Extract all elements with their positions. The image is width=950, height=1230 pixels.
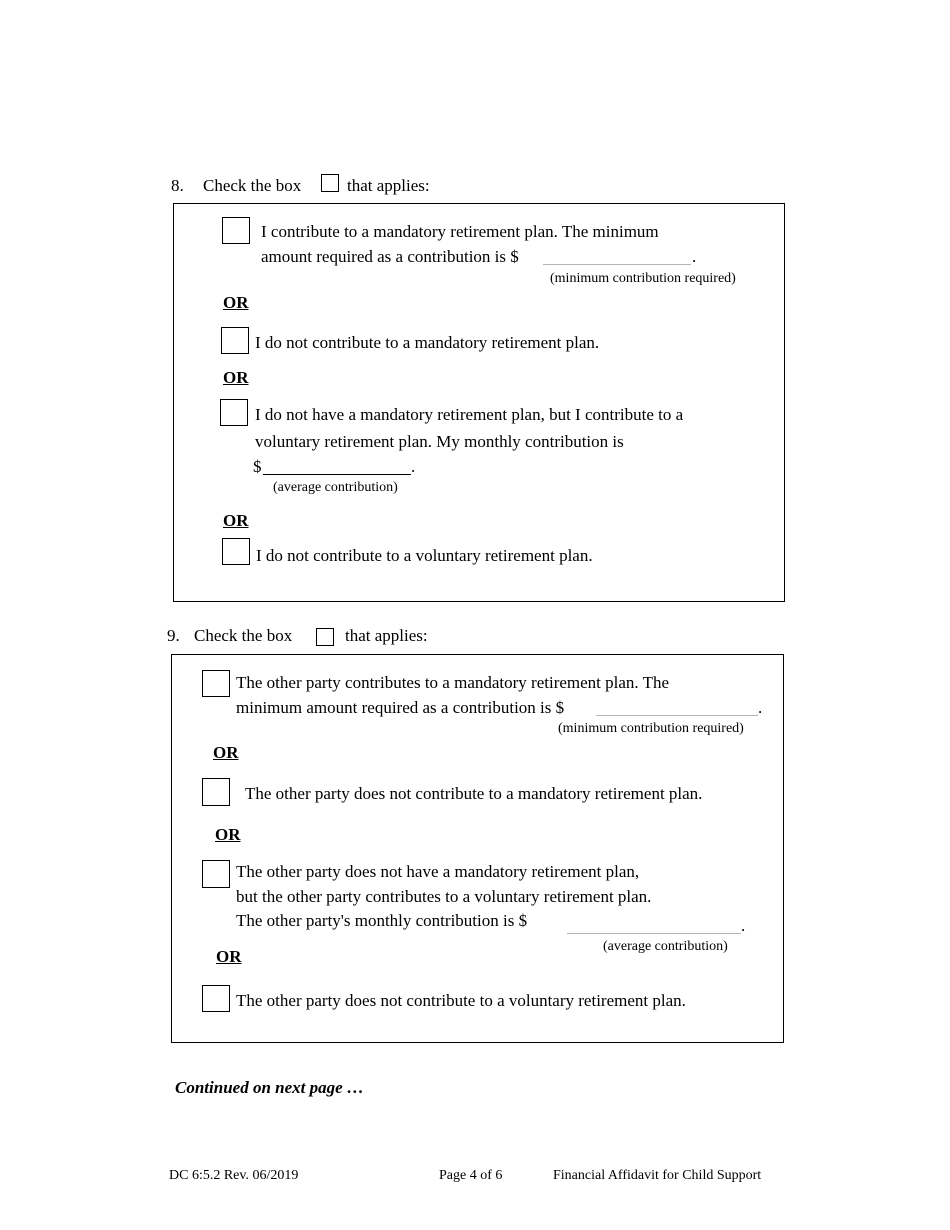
q9-opt3-period: . bbox=[741, 916, 746, 935]
q8-prompt-checkbox-icon bbox=[321, 174, 339, 192]
q9-opt3-line1: The other party does not have a mandatory retirement plan, bbox=[236, 862, 640, 881]
q8-no-voluntary-checkbox[interactable] bbox=[222, 538, 250, 565]
q9-opt3-line2: but the other party contributes to a voluntary retirement plan. bbox=[236, 887, 652, 906]
q8-prompt-post: that applies: bbox=[347, 176, 430, 195]
q8-or-1: OR bbox=[223, 293, 249, 312]
q9-opt4: The other party does not contribute to a voluntary retirement plan. bbox=[236, 991, 686, 1010]
q9-or-3: OR bbox=[216, 947, 242, 966]
q9-opt1-line2: minimum amount required as a contribution is $ bbox=[236, 698, 565, 717]
q9-opt3-line3: The other party's monthly contribution is $ bbox=[236, 911, 528, 930]
q9-no-mandatory-checkbox[interactable] bbox=[202, 778, 230, 806]
q9-min-contribution-field[interactable] bbox=[596, 715, 758, 716]
q9-number: 9. bbox=[167, 626, 180, 645]
q9-or-1: OR bbox=[213, 743, 239, 762]
q9-no-voluntary-checkbox[interactable] bbox=[202, 985, 230, 1012]
q8-voluntary-contribute-checkbox[interactable] bbox=[220, 399, 248, 426]
q8-avg-contribution-field[interactable] bbox=[263, 474, 411, 475]
q8-opt3-caption: (average contribution) bbox=[273, 480, 398, 495]
q8-opt2: I do not contribute to a mandatory retirement plan. bbox=[255, 333, 600, 352]
q8-opt1-period: . bbox=[692, 247, 697, 266]
q9-or-2: OR bbox=[215, 825, 241, 844]
q8-opt3-period: . bbox=[411, 457, 416, 476]
continued-note: Continued on next page … bbox=[175, 1078, 364, 1097]
q9-avg-contribution-field[interactable] bbox=[567, 933, 741, 934]
q8-number: 8. bbox=[171, 176, 184, 195]
q9-opt2: The other party does not contribute to a mandatory retirement plan. bbox=[245, 784, 703, 803]
q9-prompt-checkbox-icon bbox=[316, 628, 334, 646]
q8-opt4: I do not contribute to a voluntary retirement plan. bbox=[256, 546, 593, 565]
footer-form-id: DC 6:5.2 Rev. 06/2019 bbox=[169, 1168, 299, 1183]
q8-mandatory-contribute-checkbox[interactable] bbox=[222, 217, 250, 244]
q8-opt3-dollar: $ bbox=[253, 457, 262, 476]
q9-opt1-line1: The other party contributes to a mandatory retirement plan. The bbox=[236, 673, 670, 692]
q8-min-contribution-field[interactable] bbox=[543, 264, 691, 265]
q8-no-mandatory-checkbox[interactable] bbox=[221, 327, 249, 354]
footer-form-title: Financial Affidavit for Child Support bbox=[553, 1168, 762, 1183]
q8-opt3-line1: I do not have a mandatory retirement plan, but I contribute to a bbox=[255, 405, 684, 424]
footer-page-number: Page 4 of 6 bbox=[439, 1168, 503, 1183]
q9-voluntary-contribute-checkbox[interactable] bbox=[202, 860, 230, 888]
q8-or-2: OR bbox=[223, 368, 249, 387]
q8-opt1-line2: amount required as a contribution is $ bbox=[261, 247, 519, 266]
q9-mandatory-contribute-checkbox[interactable] bbox=[202, 670, 230, 697]
q8-opt1-line1: I contribute to a mandatory retirement plan. The minimum bbox=[261, 222, 659, 241]
q9-prompt-pre: Check the box bbox=[194, 626, 293, 645]
q8-opt3-line2: voluntary retirement plan. My monthly contribution is bbox=[255, 432, 624, 451]
q9-opt3-caption: (average contribution) bbox=[603, 939, 728, 954]
q9-opt1-caption: (minimum contribution required) bbox=[558, 721, 744, 736]
q8-or-3: OR bbox=[223, 511, 249, 530]
q9-prompt-post: that applies: bbox=[345, 626, 428, 645]
q9-opt1-period: . bbox=[758, 698, 763, 717]
q8-opt1-caption: (minimum contribution required) bbox=[550, 271, 736, 286]
q8-prompt-pre: Check the box bbox=[203, 176, 302, 195]
